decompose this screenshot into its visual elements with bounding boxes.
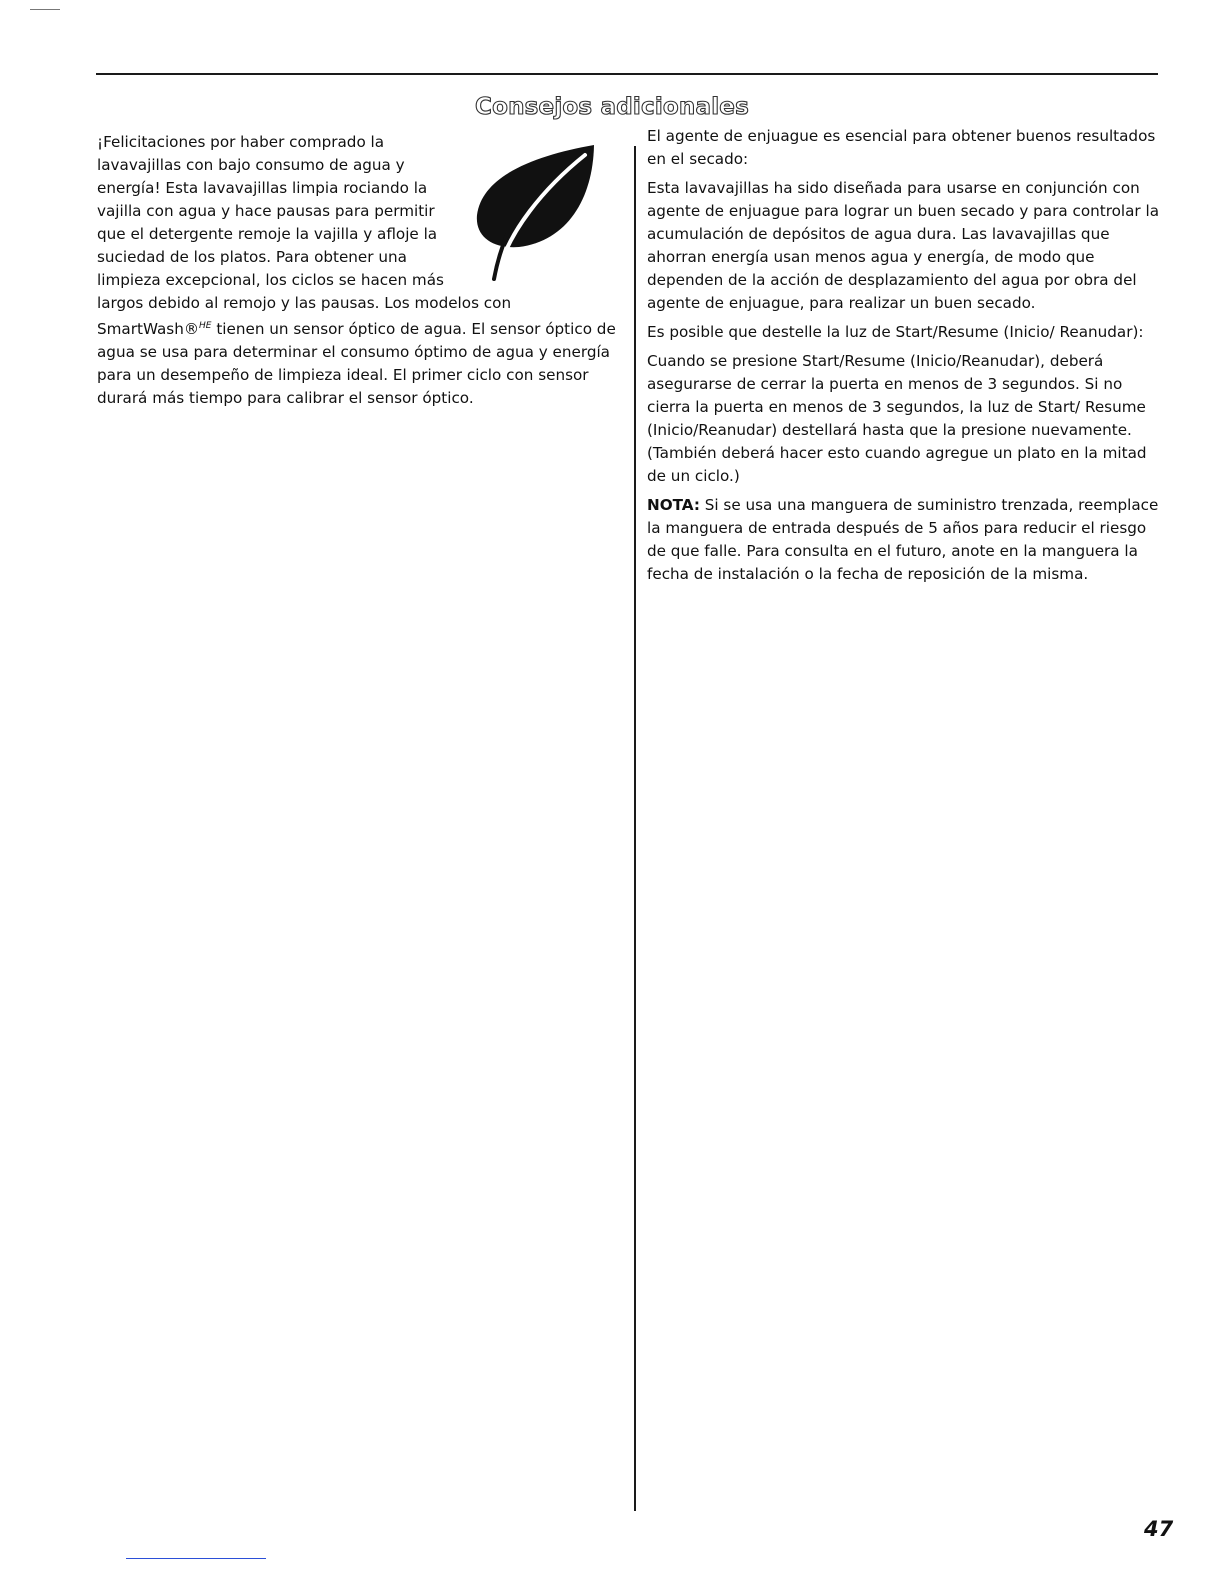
page-title: Consejos adicionales xyxy=(475,94,749,120)
left-column xyxy=(97,131,617,416)
trademark-symbol: ® xyxy=(183,320,200,339)
top-rule xyxy=(96,73,1158,75)
intro-text-after-mark: tienen un sensor óptico de agua. El sensor óptico de agua se usa para determinar el consumo óptimo de agua y energía para un desempeño de limpieza ideal. El primer ciclo con sensor durará más tiempo para calibrar el sensor óptico. xyxy=(97,320,616,408)
rinse-aid-heading: El agente de enjuague es esencial para obtener buenos resultados en el secado: xyxy=(647,127,1156,168)
intro-text-before-mark: ¡Felicitaciones por haber comprado la lavavajillas con bajo consumo de agua y energía! Esta lavavajillas limpia rociando la vajilla con agua y hace pausas para permitir que el detergente remoje la vajilla y afloje la suciedad de los platos. Para obtener una limpieza excepcional, los ciclos se hacen más largos debido al remojo y las pausas. Los modelos con SmartWash xyxy=(97,133,512,339)
right-column xyxy=(647,125,1167,592)
column-divider xyxy=(634,146,636,1511)
note-label: NOTA: xyxy=(647,496,700,514)
leaf-icon xyxy=(467,137,617,285)
scan-corner-mark xyxy=(30,9,60,10)
page-number: 47 xyxy=(1144,1517,1174,1541)
flash-light-heading: Es posible que destelle la luz de Start/Resume (Inicio/ Reanudar): xyxy=(647,323,1144,341)
rinse-aid-paragraph: Esta lavavajillas ha sido diseñada para usarse en conjunción con agente de enjuague para lograr un buen secado y para controlar la acumulación de depósitos de agua dura. Las lavavajillas que ahorran energía usan menos agua y energía, de modo que dependen de la acción de desplazamiento del agua por obra del agente de enjuague, para realizar un buen secado. xyxy=(647,179,1160,312)
note-text: Si se usa una manguera de suministro trenzada, reemplace la manguera de entrada después de 5 años para reducir el riesgo de que falle. Para consulta en el futuro, anote en la manguera la fecha de instalación o la fecha de reposición de la misma. xyxy=(647,496,1159,583)
note-paragraph xyxy=(647,494,1167,586)
flash-light-paragraph: Cuando se presione Start/Resume (Inicio/Reanudar), deberá asegurarse de cerrar la puerta en menos de 3 segundos. Si no cierra la puerta en menos de 3 segundos, la luz de Start/ Resume (Inicio/Reanudar) destellará hasta que la presione nuevamente. (También deberá hacer esto cuando agregue un plato en la mitad de un ciclo.) xyxy=(647,352,1147,485)
trademark-suffix: HE xyxy=(199,321,212,331)
bottom-scan-line xyxy=(126,1558,266,1559)
